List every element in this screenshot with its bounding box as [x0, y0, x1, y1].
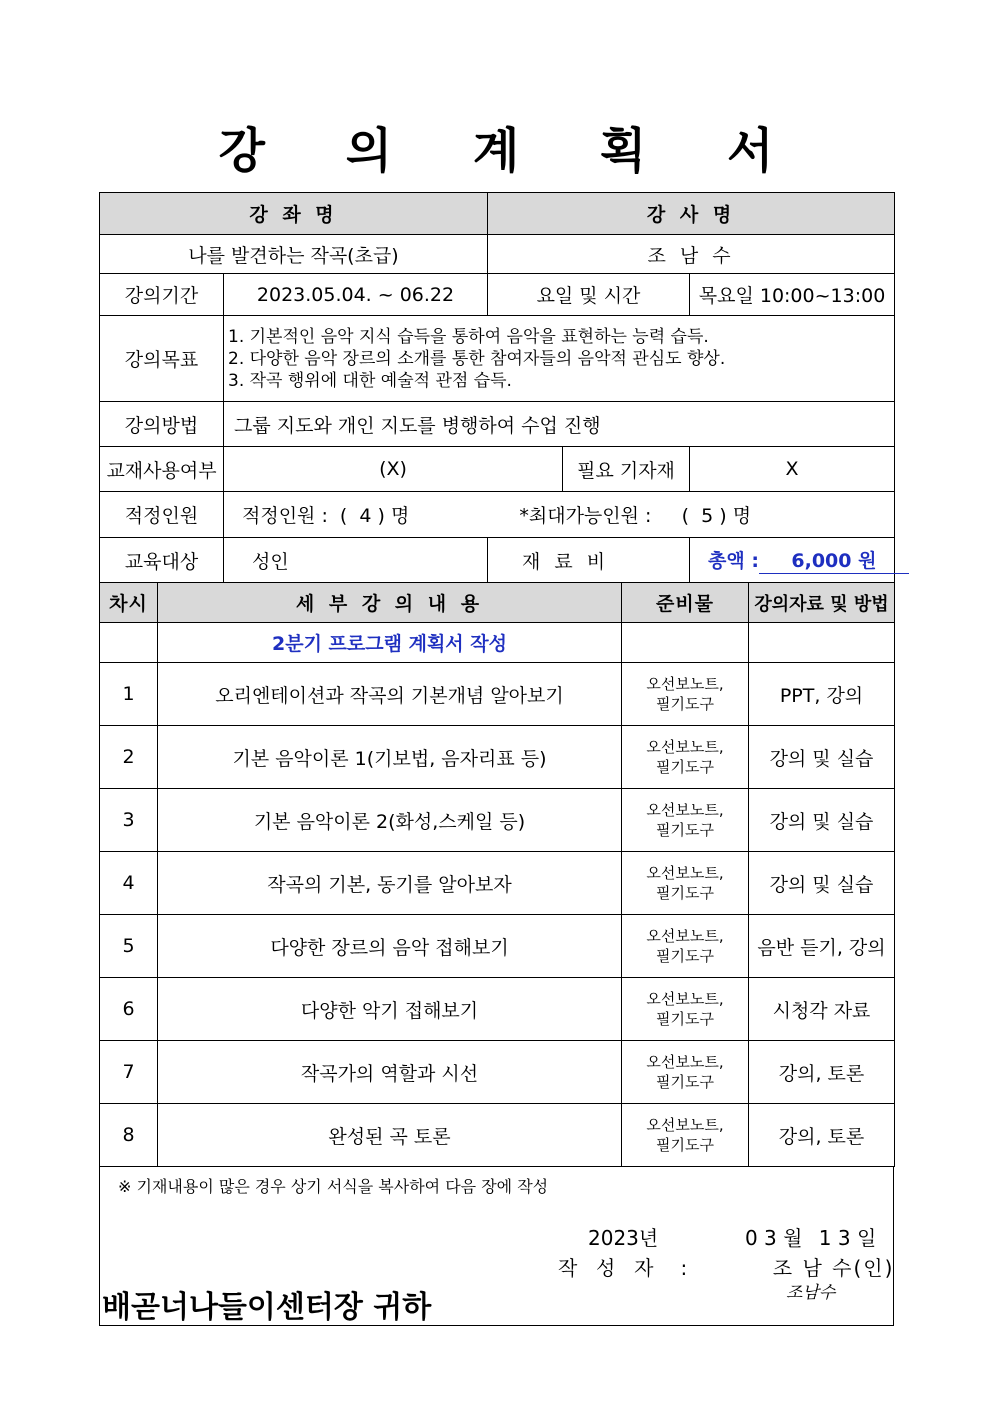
author-line: 작 성 자 : 조 남 수(인) — [558, 1256, 895, 1280]
session-materials: 강의 및 실습 — [749, 726, 895, 789]
instructor-header: 강 사 명 — [488, 193, 895, 235]
session-materials: PPT, 강의 — [749, 663, 895, 726]
schedule-subtitle: 2분기 프로그램 계획서 작성 — [158, 623, 622, 663]
footer — [99, 1166, 894, 1326]
date-day: 1 3 일 — [818, 1226, 877, 1250]
session-content: 작곡가의 역할과 시선 — [158, 1041, 622, 1104]
session-number: 2 — [100, 726, 158, 789]
fee-amount: 6,000 원 — [759, 546, 909, 574]
session-prep: 오선보노트, 필기도구 — [622, 978, 749, 1041]
session-prep: 오선보노트, 필기도구 — [622, 1041, 749, 1104]
session-number: 1 — [100, 663, 158, 726]
session-number: 6 — [100, 978, 158, 1041]
schedule-table — [99, 582, 895, 1167]
textbook-label: 교재사용여부 — [100, 447, 224, 492]
session-content: 다양한 장르의 음악 접해보기 — [158, 915, 622, 978]
target-label: 교육대상 — [100, 538, 224, 583]
period-label: 강의기간 — [100, 274, 224, 316]
session-row — [100, 1041, 895, 1104]
course-name-header: 강 좌 명 — [100, 193, 488, 235]
footer-note: ※ 기재내용이 많은 경우 상기 서식을 복사하여 다음 장에 작성 — [118, 1177, 549, 1196]
session-prep: 오선보노트, 필기도구 — [622, 1104, 749, 1167]
goals-list — [224, 316, 895, 402]
fee-value — [690, 538, 895, 583]
date-month: 0 3 월 — [744, 1226, 803, 1250]
day-time-label: 요일 및 시간 — [488, 274, 690, 316]
session-number: 4 — [100, 852, 158, 915]
capacity-row — [224, 492, 895, 538]
session-prep: 오선보노트, 필기도구 — [622, 852, 749, 915]
prep-header: 준비물 — [622, 583, 749, 623]
period-value: 2023.05.04. ~ 06.22 — [224, 274, 488, 316]
fee-total-label: 총액 : — [708, 550, 759, 572]
session-number: 3 — [100, 789, 158, 852]
session-content: 다양한 악기 접해보기 — [158, 978, 622, 1041]
session-row — [100, 663, 895, 726]
session-row — [100, 978, 895, 1041]
goal-item: 1. 기본적인 음악 지식 습득을 통하여 음악을 표현하는 능력 습득. — [228, 326, 709, 347]
session-row — [100, 852, 895, 915]
session-materials: 강의, 토론 — [749, 1104, 895, 1167]
session-number: 8 — [100, 1104, 158, 1167]
session-number: 7 — [100, 1041, 158, 1104]
textbook-value: (X) — [224, 447, 563, 492]
equipment-value: X — [690, 447, 895, 492]
method-label: 강의방법 — [100, 402, 224, 447]
goal-item: 3. 작곡 행위에 대한 예술적 관점 습득. — [228, 370, 512, 391]
content-header: 세 부 강 의 내 용 — [158, 583, 622, 623]
date-year: 2023년 — [588, 1226, 659, 1250]
session-header: 차시 — [100, 583, 158, 623]
session-materials: 강의, 토론 — [749, 1041, 895, 1104]
session-row — [100, 1104, 895, 1167]
goals-label: 강의목표 — [100, 316, 224, 402]
session-content: 기본 음악이론 2(화성,스케일 등) — [158, 789, 622, 852]
instructor-name: 조 남 수 — [488, 235, 895, 274]
session-number: 5 — [100, 915, 158, 978]
info-table — [99, 192, 895, 583]
materials-header: 강의자료 및 방법 — [749, 583, 895, 623]
equipment-label: 필요 기자재 — [563, 447, 690, 492]
session-content: 완성된 곡 토론 — [158, 1104, 622, 1167]
date-line — [588, 1222, 886, 1251]
session-prep: 오선보노트, 필기도구 — [622, 789, 749, 852]
recipient: 배곧너나들이센터장 귀하 — [102, 1290, 432, 1325]
session-prep: 오선보노트, 필기도구 — [622, 663, 749, 726]
day-time-value: 목요일 10:00~13:00 — [690, 274, 895, 316]
method-value: 그룹 지도와 개인 지도를 병행하여 수업 진행 — [224, 402, 895, 447]
session-materials: 시청각 자료 — [749, 978, 895, 1041]
session-prep: 오선보노트, 필기도구 — [622, 915, 749, 978]
session-rows — [100, 663, 895, 1167]
goal-item: 2. 다양한 음악 장르의 소개를 통한 참여자들의 음악적 관심도 향상. — [228, 348, 726, 369]
session-row — [100, 915, 895, 978]
max-capacity-value: *최대가능인원 : ( 5 ) 명 — [519, 505, 752, 527]
capacity-label: 적정인원 — [100, 492, 224, 538]
course-name: 나를 발견하는 작곡(초급) — [100, 235, 488, 274]
session-prep: 오선보노트, 필기도구 — [622, 726, 749, 789]
session-row — [100, 789, 895, 852]
session-content: 작곡의 기본, 동기를 알아보자 — [158, 852, 622, 915]
session-row — [100, 726, 895, 789]
capacity-value: 적정인원 : ( 4 ) 명 — [242, 505, 410, 527]
document-title: 강 의 계 획 서 — [218, 123, 806, 179]
session-content: 오리엔테이션과 작곡의 기본개념 알아보기 — [158, 663, 622, 726]
target-value: 성인 — [224, 538, 488, 583]
session-materials: 음반 듣기, 강의 — [749, 915, 895, 978]
session-materials: 강의 및 실습 — [749, 852, 895, 915]
signature: 조남수 — [786, 1283, 836, 1303]
fee-label: 재 료 비 — [488, 538, 690, 583]
session-content: 기본 음악이론 1(기보법, 음자리표 등) — [158, 726, 622, 789]
session-materials: 강의 및 실습 — [749, 789, 895, 852]
